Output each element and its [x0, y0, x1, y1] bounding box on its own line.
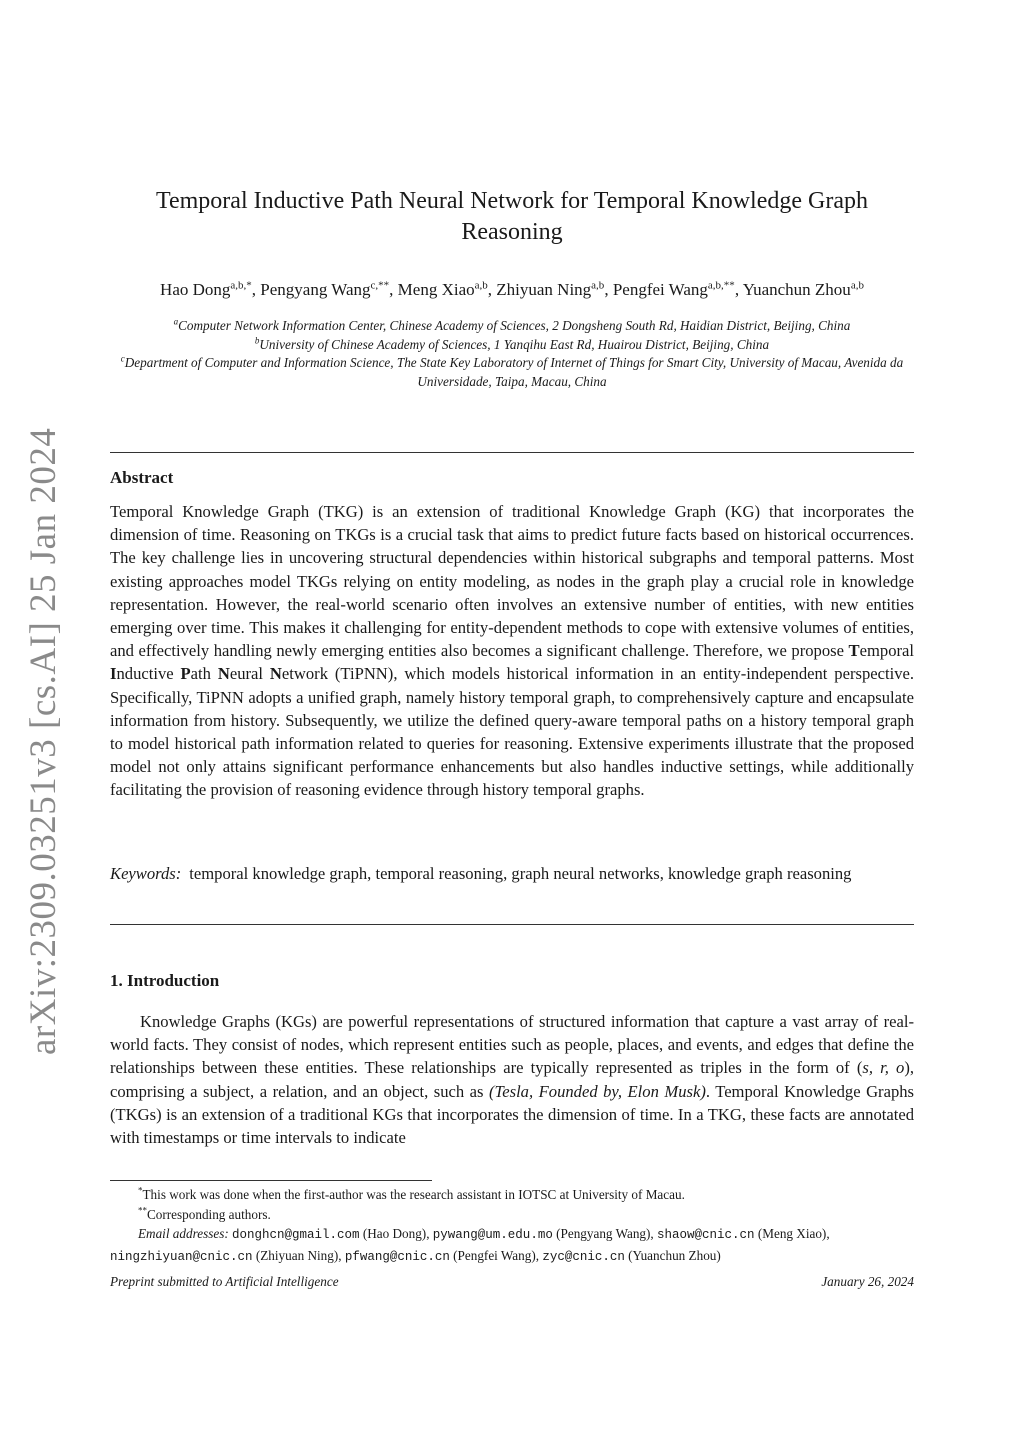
footnote-text: This work was done when the first-author was the research assistant in IOTSC at University of Macau.: [142, 1187, 685, 1202]
intro-text: Knowledge Graphs (KGs) are powerful representations of structured information that capture a vast array of real-world facts. They consist of nodes, which represent entities such as people, places, and events, and edges that define the relationships between these entities. These relationships are typically represented as triples in the form of (: [110, 1012, 914, 1078]
acronym-letter: I: [110, 664, 117, 684]
keywords-text: temporal knowledge graph, temporal reasoning, graph neural networks, knowledge graph reasoning: [189, 864, 852, 883]
affiliation-item: [110, 317, 914, 336]
acronym-rest: etwork: [281, 664, 328, 684]
email-owner: (Meng Xiao),: [754, 1226, 830, 1241]
author-separator: ,: [251, 280, 261, 299]
author-name: Meng Xiao: [397, 280, 475, 299]
footnote-divider: [110, 1180, 432, 1181]
keywords-label: Keywords:: [110, 864, 182, 883]
triple-notation: s, r, o: [862, 1058, 905, 1078]
author-affiliation-mark: a,b,*: [230, 279, 252, 292]
footnote-emails: [110, 1224, 914, 1267]
arxiv-identifier: arXiv:2309.03251v3 [cs.AI] 25 Jan 2024: [23, 427, 64, 1055]
author-separator: ,: [487, 280, 497, 299]
footer-date: January 26, 2024: [821, 1274, 914, 1289]
author-affiliation-mark: a,b: [591, 279, 605, 292]
footnote-mark: **: [138, 1205, 147, 1216]
footnotes: [110, 1185, 914, 1267]
email-address[interactable]: zyc@cnic.cn: [542, 1249, 625, 1264]
affiliation-mark: c: [120, 353, 125, 364]
email-address[interactable]: pfwang@cnic.cn: [344, 1249, 450, 1264]
footnote-first-author: [110, 1185, 914, 1205]
acronym-letter: N: [269, 664, 282, 684]
footnote-mark: *: [138, 1185, 143, 1196]
abstract-text: Temporal Knowledge Graph (TKG) is an extension of traditional Knowledge Graph (KG) that incorporates the dimension of time. Reasoning on TKGs is a crucial task that aims to predict future facts based on historical occurrences. The key challenge lies in uncovering structural dependencies within historical subgraphs and temporal patterns. Most existing approaches model TKGs relying on entity modeling, as nodes in the graph play a crucial role in knowledge representation. However, the real-world scenario often involves an extensive number of entities, with new entities emerging over time. This makes it challenging for entity-dependent methods to cope with extensive volumes of entities, and effectively handling newly emerging entities also becomes a significant challenge. Therefore, we propose: [110, 502, 914, 661]
email-address[interactable]: donghcn@gmail.com: [232, 1228, 360, 1242]
email-address[interactable]: pywang@um.edu.mo: [432, 1228, 553, 1242]
email-owner: (Yuanchun Zhou): [624, 1247, 721, 1263]
acronym-rest: emporal: [859, 641, 914, 661]
affiliation-text: Computer Network Information Center, Chinese Academy of Sciences, 2 Dongsheng South Rd, Haidian District, Beijing, China: [178, 318, 851, 333]
author-separator: ,: [734, 280, 743, 299]
email-address[interactable]: shaow@cnic.cn: [657, 1228, 755, 1242]
acronym-letter: T: [848, 641, 860, 661]
affiliation-text: University of Chinese Academy of Sciences, 1 Yanqihu East Rd, Huairou District, Beijing, China: [259, 336, 770, 352]
email-owner: (Pengfei Wang),: [449, 1247, 543, 1263]
author-name: Pengyang Wang: [260, 280, 371, 299]
author-name: Zhiyuan Ning: [496, 280, 592, 299]
abstract-body: [110, 500, 914, 802]
email-label: Email addresses:: [138, 1226, 229, 1241]
author-affiliation-mark: a,b,**: [707, 279, 735, 292]
acronym-rest: eural: [229, 664, 270, 684]
footer-preprint-note: Preprint submitted to Artificial Intelligence: [110, 1274, 339, 1289]
acronym-letter: N: [217, 664, 230, 684]
abstract-text: (TiPNN), which models historical information in an entity-independent perspective. Specifically, TiPNN adopts a unified graph, namely history temporal graph, to comprehensively capture and encapsulate information from history. Subsequently, we utilize the defined query-aware temporal paths on a history temporal graph to model historical path information related to queries for reasoning. Extensive experiments illustrate that the proposed model not only attains significant performance enhancements but also handles inductive settings, while additionally facilitating the provision of reasoning evidence through history temporal graphs.: [110, 664, 915, 800]
affiliation-text: Department of Computer and Information Science, The State Key Laboratory of Internet of Things for Smart City, University of Macau, Avenida da Universidade, Taipa, Macau, China: [124, 355, 904, 389]
affiliation-mark: b: [254, 335, 260, 346]
email-address[interactable]: ningzhiyuan@cnic.cn: [110, 1249, 253, 1264]
introduction-body: [110, 1010, 914, 1149]
abstract-heading: Abstract: [110, 468, 174, 487]
acronym-rest: nductive: [116, 664, 181, 684]
triple-example: (Tesla, Founded by, Elon Musk): [489, 1081, 706, 1101]
author-affiliation-mark: a,b: [850, 279, 864, 292]
affiliation-mark: a: [173, 316, 179, 327]
author-name: Yuanchun Zhou: [742, 280, 851, 299]
acronym-rest: ath: [190, 664, 218, 684]
author-list: [110, 278, 914, 302]
footnote-corresponding: [110, 1205, 914, 1225]
keywords: [110, 862, 900, 885]
acronym-letter: P: [180, 664, 191, 684]
affiliation-list: [110, 317, 914, 391]
footnote-text: Corresponding authors.: [147, 1206, 271, 1222]
intro-text: . Temporal Knowledge Graphs (TKGs) is an extension of a traditional KGs that incorporates the dimension of time. In a TKG, these facts are annotated with timestamps or time intervals to indicate: [110, 1081, 914, 1148]
author-separator: ,: [389, 280, 398, 299]
affiliation-item: [110, 354, 914, 391]
author-name: Hao Dong: [160, 280, 231, 299]
author-name: Pengfei Wang: [612, 280, 708, 299]
affiliation-item: [110, 336, 914, 355]
email-owner: (Pengyang Wang),: [552, 1226, 658, 1241]
intro-text: ), comprising a subject, a relation, and an object, such as: [110, 1058, 914, 1101]
paper-title: Temporal Inductive Path Neural Network for Temporal Knowledge Graph Reasoning: [156, 188, 868, 245]
abstract-bottom-divider: [110, 924, 914, 925]
author-separator: ,: [604, 280, 613, 299]
section-heading-introduction: 1. Introduction: [110, 971, 220, 990]
author-affiliation-mark: a,b: [474, 279, 488, 292]
email-owner: (Hao Dong),: [359, 1226, 433, 1241]
author-affiliation-mark: c,**: [370, 279, 390, 292]
email-owner: (Zhiyuan Ning),: [252, 1247, 345, 1263]
abstract-top-divider: [110, 452, 914, 453]
